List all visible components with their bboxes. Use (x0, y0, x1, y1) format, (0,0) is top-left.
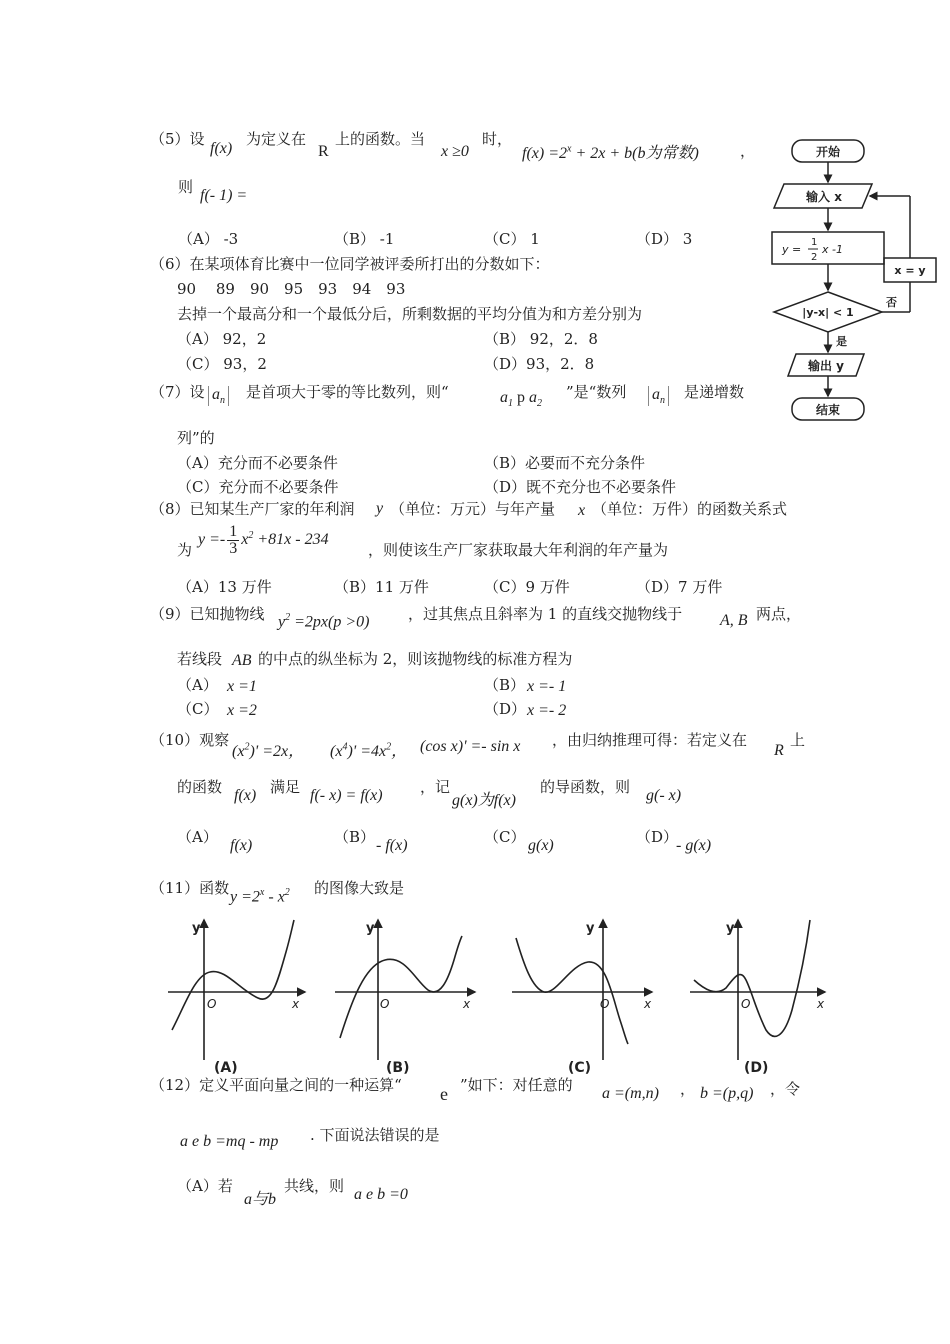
q11-function: $y =2^x - x^2$ (230, 887, 290, 906)
flow-assign-num: 1 (811, 237, 818, 248)
q10-option-b-label: （B） (334, 828, 376, 846)
q9-line2-a: 若线段 (177, 650, 223, 668)
q7-t3: 是递增数 (684, 383, 745, 401)
q10-l2-d: 的导函数，则 (540, 778, 631, 796)
q9-stem-c: 两点， (756, 605, 802, 623)
graph-d-x-label: x (817, 997, 825, 1011)
q12-option-a-result: a e b =0 (354, 1186, 408, 1203)
q7-option-b: （B）必要而不充分条件 (484, 454, 646, 472)
q9-option-b-label: （B） (484, 676, 526, 694)
q7-condition: $a_1$ p $a_2$ (500, 389, 542, 410)
q9-points: A, B (720, 612, 748, 629)
q12-vb: b =(p,q) (700, 1085, 754, 1102)
q8-stem-c: （单位：万件）的函数关系式 (592, 500, 788, 518)
q6-option-c: （C） 93，2 (177, 355, 267, 373)
q5-t2: 上的函数。当 (335, 130, 426, 148)
graph-c-y-label: y (586, 921, 595, 936)
q12-va: a =(m,n) (602, 1085, 660, 1102)
graph-a-y-label: y (192, 921, 201, 936)
q10-ask: g(- x) (646, 787, 682, 804)
q8-option-b: （B）11 万件 (334, 578, 429, 596)
flow-end: 结束 (815, 403, 841, 417)
q7-option-a: （A）充分而不必要条件 (177, 454, 338, 472)
q5-option-b: （B） -1 (334, 230, 395, 248)
q10-option-a-label: （A） (177, 828, 218, 846)
q9-parabola: $y^2 =2px(p >0)$ (278, 612, 370, 631)
graph-d-label: (D) (744, 1060, 769, 1075)
q5-cond: x ≥0 (441, 143, 469, 160)
q7-option-d: （D）既不充分也不必要条件 (484, 478, 677, 496)
q5-t1: 为定义在 (246, 130, 307, 148)
q9-line2-b: 的中点的纵坐标为 2，则该抛物线的标准方程为 (258, 650, 573, 668)
q5-ask: f(- 1) = (200, 187, 248, 204)
q12-stem-a: （12）定义平面向量之间的一种运算“ (150, 1076, 402, 1094)
graph-b (335, 920, 475, 1060)
graph-b-y-label: y (366, 921, 375, 936)
flow-input: 输入 x (806, 190, 842, 204)
graph-d (690, 920, 825, 1060)
q11-graphs (160, 910, 840, 1075)
q9-option-c: x =2 (227, 702, 257, 719)
q10-even: f(- x) = f(x) (310, 787, 383, 804)
graph-a (168, 920, 305, 1060)
graph-b-origin: O (380, 997, 390, 1011)
q6-ask: 去掉一个最高分和一个最低分后，所剩数据的平均分值为和方差分别为 (177, 305, 643, 323)
q12-stem-b: ”如下：对任意的 (460, 1076, 573, 1094)
q10-t2: 上 (790, 731, 806, 749)
q5-fx: f(x) (210, 140, 233, 157)
graph-c-origin: O (600, 997, 610, 1011)
q11-stem-a: （11）函数 (150, 879, 230, 897)
q12-option-a-prefix: （A）若 (177, 1177, 233, 1195)
q10-option-c: g(x) (528, 837, 554, 854)
q5-option-d: （D） 3 (636, 230, 693, 248)
flow-start: 开始 (815, 145, 841, 159)
q9-option-a-label: （A） (177, 676, 218, 694)
q9-stem-b: ，过其焦点且斜率为 1 的直线交抛物线于 (408, 605, 683, 623)
q10-option-c-label: （C） (484, 828, 526, 846)
q7-seq: $a_n$ (208, 386, 229, 406)
q8-stem-a: （8）已知某生产厂家的年利润 (150, 500, 355, 518)
q8-equation: y =- $\frac{1}{3}$ $x^2 +81x - 234$ (198, 523, 329, 557)
q7-seq-2: $a_n$ (648, 386, 669, 406)
q10-fx: f(x) (234, 787, 257, 804)
q8-y: y (376, 500, 384, 517)
q7-option-c: （C）充分而不必要条件 (177, 478, 339, 496)
flow-yes: 是 (836, 335, 847, 348)
q10-gdef: g(x)为f(x) (452, 792, 516, 809)
q8-option-d: （D）7 万件 (636, 578, 723, 596)
q10-e2: $(x^4)' =4x^2$， (330, 741, 408, 760)
graph-b-x-label: x (463, 997, 471, 1011)
q5-option-c: （C） 1 (484, 230, 540, 248)
flow-swap: x = y (894, 264, 926, 277)
graph-a-label: (A) (214, 1060, 238, 1075)
flow-no: 否 (886, 296, 897, 309)
q5-comma: ， (740, 142, 756, 160)
q8-option-a: （A）13 万件 (177, 578, 272, 596)
flow-assign-tail: x -1 (822, 243, 843, 256)
q9-stem-a: （9）已知抛物线 (150, 605, 265, 623)
q10-option-a: f(x) (230, 837, 253, 854)
q8-option-c: （C）9 万件 (484, 578, 570, 596)
flow-assign: y = (782, 243, 802, 256)
q12-op: e (440, 1084, 448, 1104)
flow-assign-den: 2 (811, 252, 818, 263)
q6-option-d: （D）93，2．8 (484, 355, 595, 373)
q11-stem-b: 的图像大致是 (314, 879, 405, 897)
q10-l2-c: ，记 (420, 778, 451, 796)
q7-t2: ”是“数列 (566, 383, 627, 401)
q10-prefix: （10）观察 (150, 731, 230, 749)
graph-b-label: (B) (386, 1060, 410, 1075)
q6-scores: 90 89 90 95 93 94 93 (177, 280, 406, 298)
graph-c-x-label: x (644, 997, 652, 1011)
q9-option-b: x =- 1 (527, 678, 567, 695)
q7-prefix: （7）设 (150, 383, 205, 401)
q12-definition: a e b =mq - mp (180, 1133, 279, 1150)
q6-option-b: （B） 92，2．8 (484, 330, 598, 348)
q9-option-c-label: （C） (177, 700, 219, 718)
graph-a-x-label: x (292, 997, 300, 1011)
q12-def-tail: . 下面说法错误的是 (310, 1126, 440, 1144)
graph-c (512, 920, 652, 1060)
q5-option-a: （A） -3 (178, 230, 239, 248)
q5-function: $f(x) =2^x + 2x + b(b$为常数) (522, 143, 699, 162)
q10-option-b: - f(x) (376, 837, 408, 854)
q7-t1: 是首项大于零的等比数列，则“ (246, 383, 449, 401)
q5-prefix: （5）设 (150, 130, 205, 148)
q10-option-d: - g(x) (676, 837, 712, 854)
q9-option-d: x =- 2 (527, 702, 567, 719)
q5-t3: 时， (482, 130, 513, 148)
q6-stem: （6）在某项体育比赛中一位同学被评委所打出的分数如下： (150, 255, 550, 273)
q8-x: x (578, 502, 586, 519)
flow-output: 输出 y (807, 359, 845, 373)
flow-condition: |y-x| < 1 (802, 306, 854, 319)
q6-option-a: （A） 92，2 (177, 330, 267, 348)
graph-d-origin: O (741, 997, 751, 1011)
q10-l2-a: 的函数 (177, 778, 223, 796)
flowchart (760, 130, 940, 430)
q12-option-a-mid: 共线，则 (284, 1177, 345, 1195)
q5-then: 则 (178, 178, 194, 196)
graph-d-y-label: y (726, 921, 735, 936)
q8-line2-b: ，则使该生产厂家获取最大年利润的年产量为 (368, 541, 669, 559)
q10-option-d-label: （D） (636, 828, 679, 846)
q10-e1: $(x^2)' =2x$， (232, 741, 305, 760)
q10-t1: ，由归纳推理可得：若定义在 (552, 731, 748, 749)
q9-option-a: x =1 (227, 678, 257, 695)
q5-R: R (318, 143, 329, 160)
q7-line2: 列”的 (177, 429, 215, 447)
q9-option-d-label: （D） (484, 700, 527, 718)
q10-e3: (cos x)' =- sin x (420, 738, 521, 755)
q10-R: R (774, 742, 784, 759)
q10-l2-b: 满足 (270, 778, 301, 796)
q12-stem-c: ，令 (770, 1080, 801, 1098)
q12-option-a-vectors: a与b (244, 1191, 277, 1208)
graph-a-origin: O (207, 997, 217, 1011)
q8-line2-a: 为 (177, 541, 193, 559)
q9-AB: AB (232, 652, 252, 669)
graph-c-label: (C) (568, 1060, 592, 1075)
q8-stem-b: （单位：万元）与年产量 (390, 500, 556, 518)
